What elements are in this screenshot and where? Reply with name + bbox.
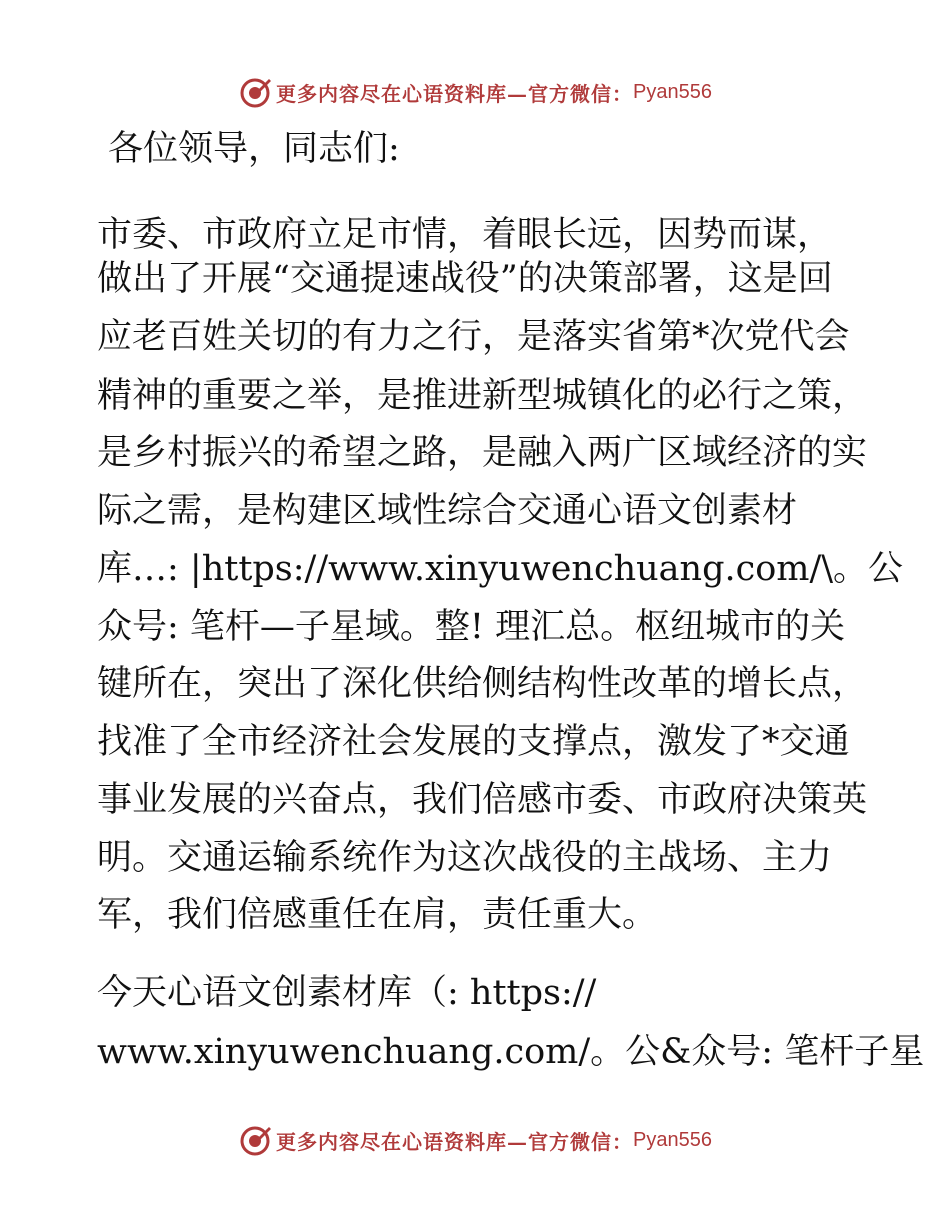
footer-banner-text: 更多内容尽在心语资料库—官方微信： (276, 1129, 634, 1154)
body-line: 精神的重要之举，是推进新型城镇化的必行之策， (97, 376, 868, 416)
body-line: 今天心语文创素材库（: https:// (97, 973, 597, 1013)
brand-logo-icon (238, 1123, 272, 1157)
body-line: 找准了全市经济社会发展的支撑点，激发了*交通 (97, 722, 850, 762)
body-line: 是乡村振兴的希望之路，是融入两广区域经济的实 (97, 433, 868, 473)
footer-banner (0, 1120, 950, 1160)
header-banner (0, 72, 950, 112)
body-line: 军，我们倍感重任在肩，责任重大。 (97, 895, 658, 935)
body-line: 应老百姓关切的有力之行，是落实省第*次党代会 (97, 317, 850, 357)
header-banner-text: 更多内容尽在心语资料库—官方微信： (276, 81, 634, 106)
footer-wechat-id: Pyan556 (633, 1128, 712, 1151)
header-wechat-id: Pyan556 (633, 80, 712, 103)
body-line: 做出了开展“交通提速战役”的决策部署，这是回 (97, 259, 833, 299)
body-line: 事业发展的兴奋点，我们倍感市委、市政府决策英 (97, 780, 868, 820)
body-line: 明。交通运输系统作为这次战役的主战场、主力 (97, 838, 833, 878)
body-line: 际之需，是构建区域性综合交通心语文创素材 (97, 491, 798, 531)
body-line: 键所在，突出了深化供给侧结构性改革的增长点， (97, 664, 868, 704)
brand-logo-icon (238, 75, 272, 109)
body-line: www.xinyuwenchuang.com/。公&众号: 笔杆子星 (97, 1032, 925, 1072)
greeting: 各位领导，同志们: (108, 129, 400, 169)
body-line: 市委、市政府立足市情，着眼长远，因势而谋， (97, 215, 833, 255)
body-line: 众号: 笔杆—子星域。整! 理汇总。枢纽城市的关 (97, 607, 846, 647)
body-line: 库…: |https://www.xinyuwenchuang.com/\。公 (97, 549, 904, 589)
